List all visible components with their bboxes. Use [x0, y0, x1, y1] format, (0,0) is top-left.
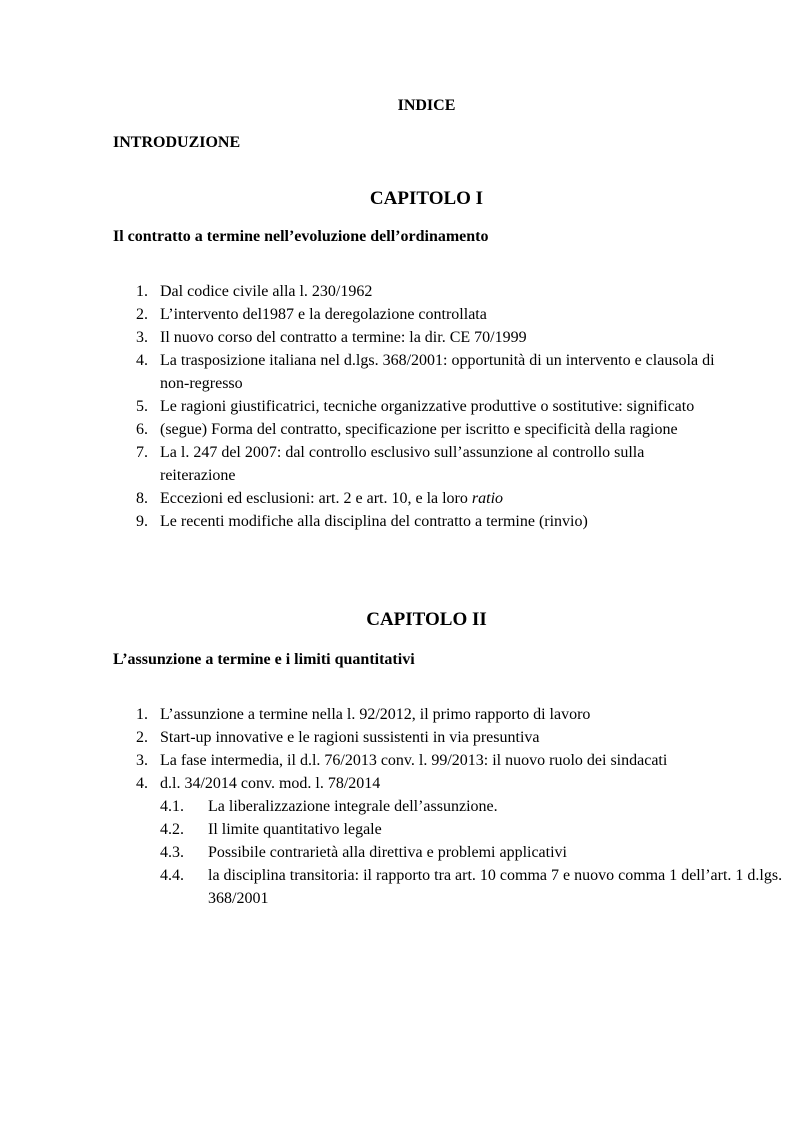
sub-item-number: 4.4. [160, 867, 184, 884]
list-item [113, 303, 723, 326]
item-number: 3. [136, 752, 148, 769]
sub-list-item [113, 818, 793, 841]
item-number: 9. [136, 513, 148, 530]
item-text: Le ragioni giustificatrici, tecniche organizzative produttive o sostitutive: significato [160, 398, 695, 415]
item-number: 2. [136, 306, 148, 323]
item-text: La l. 247 del 2007: dal controllo esclusivo sull’assunzione al controllo sulla reiterazione [160, 444, 645, 484]
sub-item-number: 4.1. [160, 798, 184, 815]
index-title: INDICE [397, 97, 456, 114]
item-text: Start-up innovative e le ragioni sussistenti in via presuntiva [160, 729, 540, 746]
chapter-2-list [113, 703, 783, 910]
sub-item-text: la disciplina transitoria: il rapporto tra art. 10 comma 7 e nuovo comma 1 dell’art. 1 d.lgs. 368/2001 [208, 867, 783, 907]
list-item [113, 441, 723, 487]
chapter-1-list [113, 280, 723, 533]
item-number: 6. [136, 421, 148, 438]
item-italic-text: ratio [471, 490, 504, 507]
sub-item-text: La liberalizzazione integrale dell’assunzione. [208, 798, 498, 815]
list-item [113, 703, 723, 726]
chapter-2-title: L’assunzione a termine e i limiti quantitativi [113, 651, 415, 668]
item-text: Eccezioni ed esclusioni: art. 2 e art. 10, e la loro [160, 490, 472, 507]
chapter-1-title: Il contratto a termine nell’evoluzione dell’ordinamento [113, 228, 489, 245]
list-item [113, 326, 723, 349]
sub-item-text: Il limite quantitativo legale [208, 821, 382, 838]
item-text: Il nuovo corso del contratto a termine: la dir. CE 70/1999 [160, 329, 527, 346]
list-item [113, 395, 723, 418]
chapter-2-label: CAPITOLO II [366, 609, 487, 630]
chapter-1-label: CAPITOLO I [369, 188, 484, 209]
item-text: L’intervento del1987 e la deregolazione controllata [160, 306, 487, 323]
sub-list-item [113, 795, 793, 818]
sub-item-text: Possibile contrarietà alla direttiva e problemi applicativi [208, 844, 567, 861]
list-item [113, 510, 723, 533]
item-text: d.l. 34/2014 conv. mod. l. 78/2014 [160, 775, 381, 792]
sub-item-number: 4.2. [160, 821, 184, 838]
item-number: 2. [136, 729, 148, 746]
list-item [113, 726, 723, 749]
item-number: 5. [136, 398, 148, 415]
list-item [113, 487, 723, 510]
sub-list-item [113, 841, 793, 864]
item-text: La trasposizione italiana nel d.lgs. 368/2001: opportunità di un intervento e clausola di non-regresso [160, 352, 715, 392]
item-number: 1. [136, 706, 148, 723]
item-number: 4. [136, 775, 148, 792]
sub-list-item [113, 864, 793, 910]
list-item [113, 418, 723, 441]
item-number: 1. [136, 283, 148, 300]
item-text: Dal codice civile alla l. 230/1962 [160, 283, 373, 300]
list-item [113, 349, 723, 395]
sub-item-number: 4.3. [160, 844, 184, 861]
item-text: (segue) Forma del contratto, specificazione per iscritto e specificità della ragione [160, 421, 678, 438]
item-text: L’assunzione a termine nella l. 92/2012, il primo rapporto di lavoro [160, 706, 591, 723]
sub-list [160, 795, 783, 910]
item-text: Le recenti modifiche alla disciplina del contratto a termine (rinvio) [160, 513, 588, 530]
item-number: 3. [136, 329, 148, 346]
item-number: 7. [136, 444, 148, 461]
list-item [113, 772, 783, 910]
item-number: 8. [136, 490, 148, 507]
item-text: La fase intermedia, il d.l. 76/2013 conv. l. 99/2013: il nuovo ruolo dei sindacati [160, 752, 668, 769]
item-number: 4. [136, 352, 148, 369]
list-item [113, 749, 723, 772]
list-item [113, 280, 723, 303]
introduction-heading: INTRODUZIONE [113, 134, 241, 151]
